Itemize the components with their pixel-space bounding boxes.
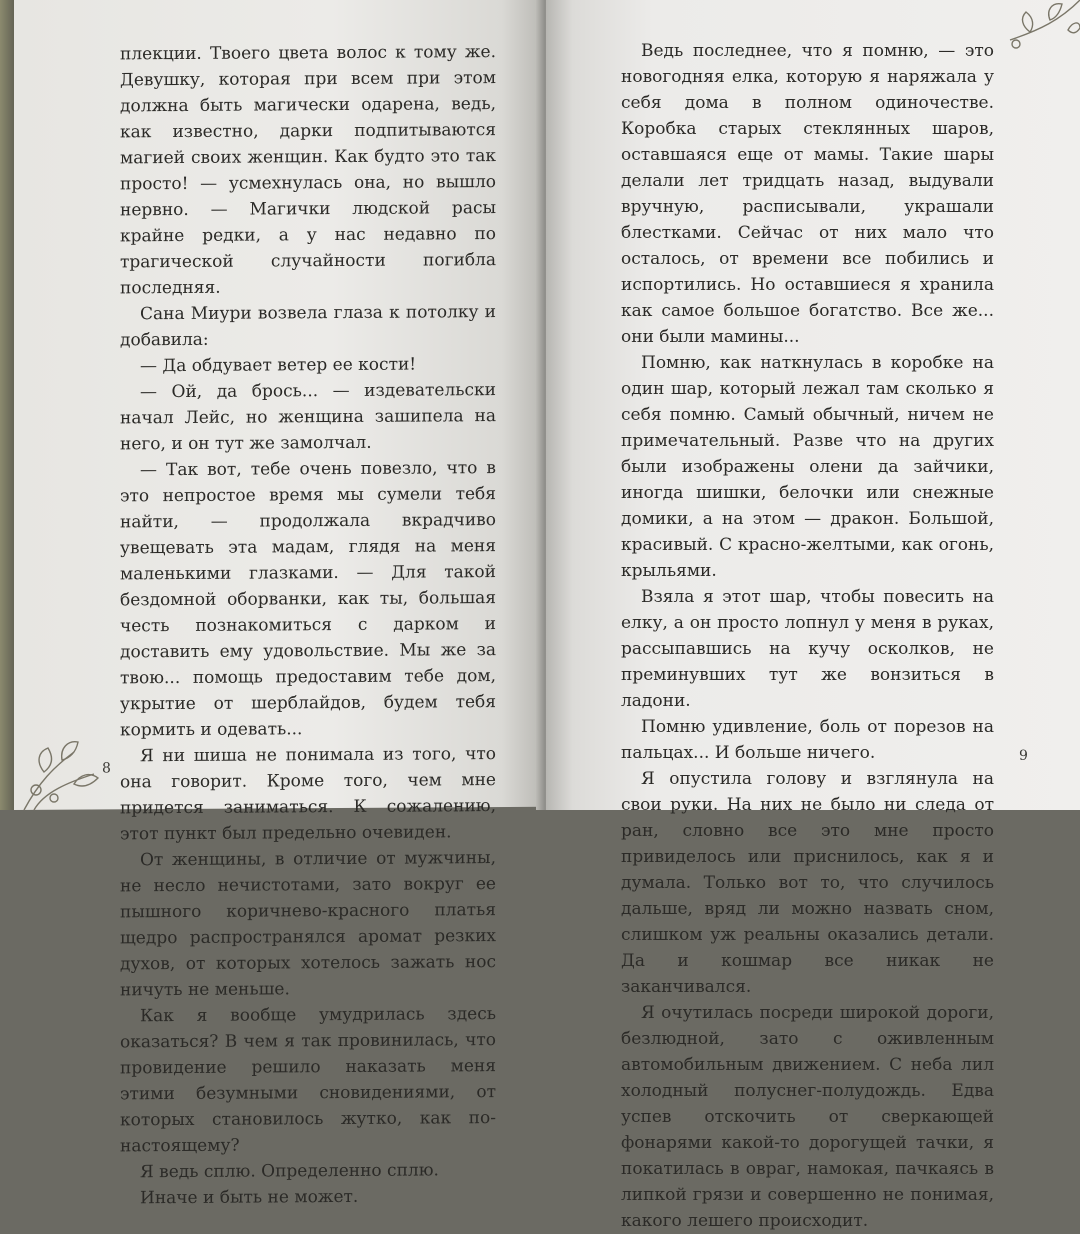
paragraph: Помню удивление, боль от порезов на пальцах... И больше ничего. [621, 717, 994, 763]
paragraph: От женщины, в отличие от мужчины, не несло нечистотами, зато вокруг ее пышного коричнево-красного платья щедро распространялся аромат резких духов, от которых хотелось зажать нос ничуть не меньше. [120, 848, 496, 1001]
paragraph: Как я вообще умудрилась здесь оказаться? В чем я так провинилась, что провидение решило наказать меня этими безумными сновидениями, от которых становилось жутко, как по-настоящему? [120, 1004, 496, 1157]
paragraph: — Так вот, тебе очень повезло, что в это непростое время мы сумели тебя найти, — продолжала вкрадчиво увещевать эта мадам, глядя на меня маленькими глазками. — Для такой бездомной оборванки, как ты, большая честь познакомиться с дарком и доставить ему удовольствие. Мы же за твою... помощь предоставим тебе дом, укрытие от шерблайдов, будем тебя кормить и одевать... [120, 458, 496, 741]
paragraph: Я ведь сплю. Определенно сплю. [140, 1160, 439, 1183]
left-page [14, 0, 544, 1209]
paragraph: Я опустила голову и взглянула на свои руки. На них не было ни следа от ран, словно все это мне просто привиделось или приснилось, как я и думала. Только вот то, что случилось дальше, вряд ли можно назвать сном, слишком уж реальны оказались детали. Да и кошмар все никак не заканчивался. [621, 769, 994, 997]
paragraph: Иначе и быть не может. [140, 1186, 359, 1209]
paragraph: — Да обдувает ветер ее кости! [140, 354, 417, 377]
right-page [546, 0, 1080, 1231]
paragraph: Я ни шиша не понимала из того, что она говорит. Кроме того, чем мне придется заниматься. К сожалению, этот пункт был предельно очевиден. [120, 744, 496, 845]
paragraph: — Ой, да брось... — издевательски начал Лейс, но женщина зашипела на него, и он тут же замолчал. [120, 380, 496, 455]
left-page-text [120, 39, 496, 1211]
paragraph: Сана Миури возвела глаза к потолку и добавила: [120, 302, 496, 351]
paragraph: Я очутилась посреди широкой дороги, безлюдной, зато с оживленным автомобильным движением. С неба лил холодный полуснег-полудождь. Едва успев отскочить от сверкающей фонарями какой-то дорогущей тачки, я покатилась в овраг, намокая, пачкаясь в липкой грязи и совершенно не понимая, какого лешего происходит. [621, 1003, 994, 1231]
paragraph: Взяла я этот шар, чтобы повесить на елку, а он просто лопнул у меня в руках, рассыпавшись на кучу осколков, не преминувших тут же вонзиться в ладони. [621, 587, 994, 711]
page-number: 8 [102, 760, 111, 777]
page-number: 9 [1019, 748, 1028, 764]
paragraph: Помню, как наткнулась в коробке на один шар, который лежал там сколько я себя помню. Самый обычный, ничем не примечательный. Разве что на других были изображены олени да зайчики, иногда шишки, белочки или снежные домики, а на этом — дракон. Большой, красивый. С красно-желтыми, как огонь, крыльями. [621, 353, 994, 581]
paragraph: плекции. Твоего цвета волос к тому же. Девушку, которая при всем при этом должна быть магически одарена, ведь, как известно, дарки подпитываются магией своих женщин. Как будто это так просто! — усмехнулась она, но вышло нервно. — Магички людской расы крайне редки, а у нас недавно по трагической случайности погибла последняя. [120, 42, 496, 299]
paragraph: Ведь последнее, что я помню, — это новогодняя елка, которую я наряжала у себя дома в полном одиночестве. Коробка старых стеклянных шаров, оставшаяся еще от мамы. Такие шары делали лет тридцать назад, выдували вручную, расписывали, украшали блестками. Сейчас от них мало что осталось, от времени все побились и испортились. Но оставшиеся я хранила как самое большое богатство. Все же... они были мамины... [621, 41, 994, 347]
right-page-text [621, 38, 994, 1234]
